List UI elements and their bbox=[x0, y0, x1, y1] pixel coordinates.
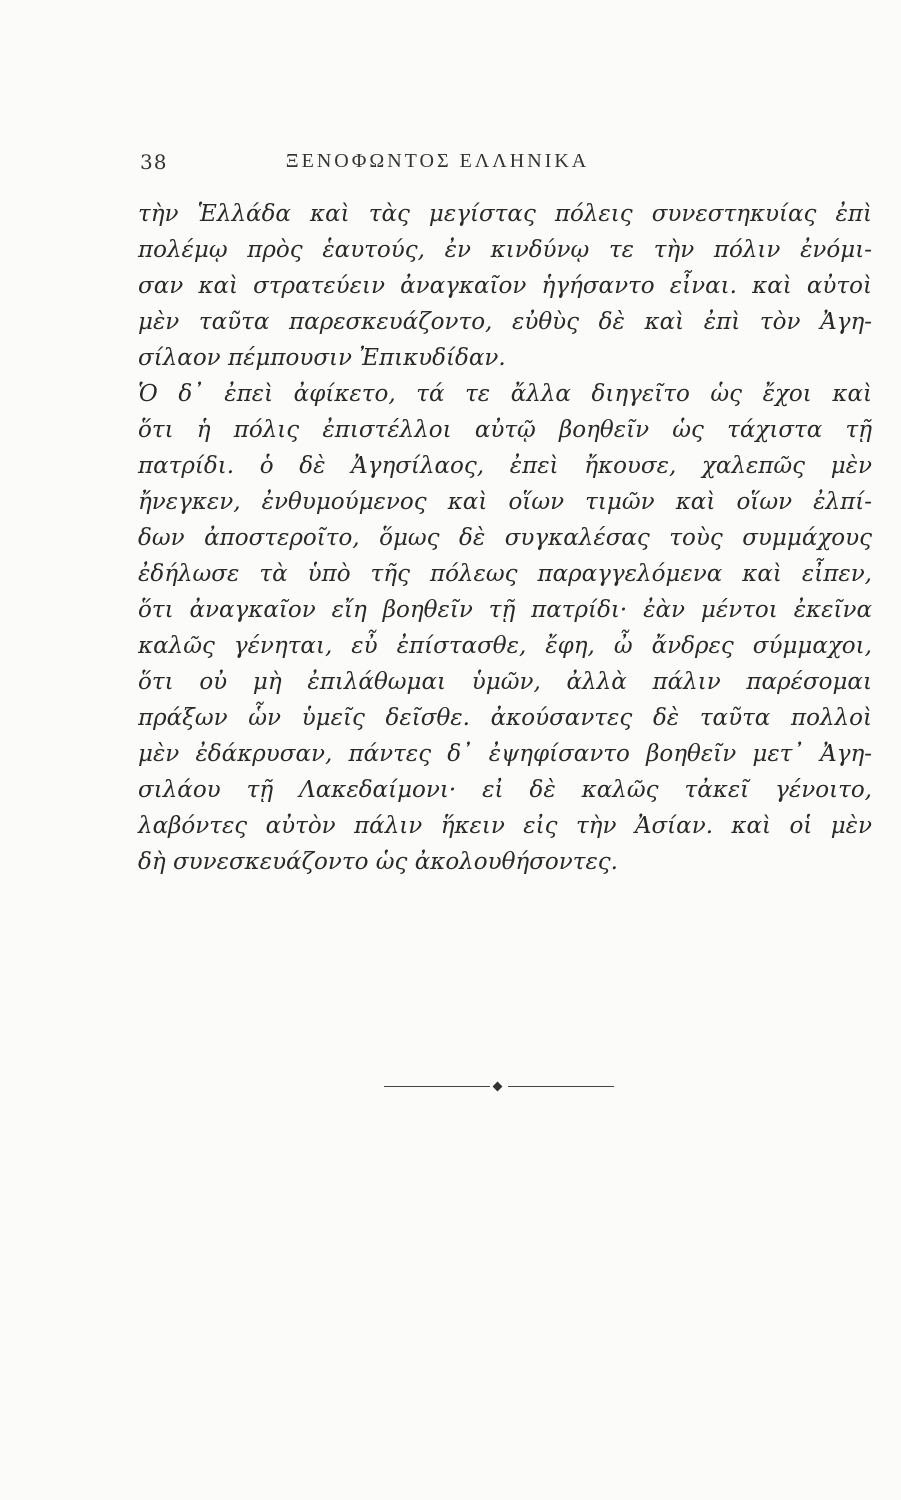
body-text bbox=[138, 196, 872, 880]
running-title: ΞΕΝΟΦΩΝΤΟΣ ΕΛΛΗΝΙΚΑ bbox=[285, 150, 590, 172]
text-line: Ὁ δ᾽ ἐπεὶ ἀφίκετο, τά τε ἄλλα διηγεῖτο ὡς ἔχοι καὶ bbox=[138, 381, 872, 407]
text-line: μὲν ταῦτα παρεσκευάζοντο, εὐθὺς δὲ καὶ ἐπὶ τὸν Ἀγη- bbox=[138, 309, 872, 335]
text-line: πράξων ὧν ὑμεῖς δεῖσθε. ἀκούσαντες δὲ ταῦτα πολλοὶ bbox=[138, 705, 872, 731]
text-line: ὅτι ἡ πόλις ἐπιστέλλοι αὐτῷ βοηθεῖν ὡς τάχιστα τῇ bbox=[138, 417, 872, 443]
ornament-rule-left bbox=[384, 1086, 490, 1087]
text-line: πολέμῳ πρὸς ἑαυτούς, ἐν κινδύνῳ τε τὴν πόλιν ἐνόμι- bbox=[138, 237, 872, 263]
text-line: πατρίδι. ὁ δὲ Ἀγησίλαος, ἐπεὶ ἤκουσε, χαλεπῶς μὲν bbox=[138, 453, 872, 479]
page-number: 38 bbox=[140, 150, 168, 174]
text-line: δὴ συνεσκευάζοντο ὡς ἀκολουθήσοντες. bbox=[138, 849, 618, 875]
text-line: ἐδήλωσε τὰ ὑπὸ τῆς πόλεως παραγγελόμενα καὶ εἶπεν, bbox=[138, 561, 872, 587]
text-line: ὅτι οὐ μὴ ἐπιλάθωμαι ὑμῶν, ἀλλὰ πάλιν παρέσομαι bbox=[138, 669, 872, 695]
text-line: μὲν ἐδάκρυσαν, πάντες δ᾽ ἐψηφίσαντο βοηθεῖν μετ᾽ Ἀγη- bbox=[138, 741, 872, 767]
rule-diamond-ornament-icon bbox=[384, 1082, 614, 1092]
diamond-icon bbox=[493, 1082, 503, 1092]
text-line: ἤνεγκεν, ἐνθυμούμενος καὶ οἵων τιμῶν καὶ οἵων ἐλπί- bbox=[138, 489, 872, 515]
running-head bbox=[140, 150, 735, 180]
text-line: σαν καὶ στρατεύειν ἀναγκαῖον ἡγήσαντο εἶναι. καὶ αὐτοὶ bbox=[138, 273, 872, 299]
text-line: δων ἀποστεροῖτο, ὅμως δὲ συγκαλέσας τοὺς συμμάχους bbox=[138, 525, 872, 551]
text-line: σιλάου τῇ Λακεδαίμονι· εἰ δὲ καλῶς τἀκεῖ γένοιτο, bbox=[138, 777, 872, 803]
text-line: ὅτι ἀναγκαῖον εἴη βοηθεῖν τῇ πατρίδι· ἐὰν μέντοι ἐκεῖνα bbox=[138, 597, 872, 623]
text-line: σίλαον πέμπουσιν Ἐπικυδίδαν. bbox=[138, 345, 506, 371]
text-line: λαβόντες αὐτὸν πάλιν ἥκειν εἰς τὴν Ἀσίαν. καὶ οἱ μὲν bbox=[138, 813, 872, 839]
text-line: καλῶς γένηται, εὖ ἐπίστασθε, ἔφη, ὦ ἄνδρες σύμμαχοι, bbox=[138, 633, 872, 659]
ornament-rule-right bbox=[508, 1086, 614, 1087]
text-line: τὴν Ἑλλάδα καὶ τὰς μεγίστας πόλεις συνεστηκυίας ἐπὶ bbox=[138, 201, 872, 227]
